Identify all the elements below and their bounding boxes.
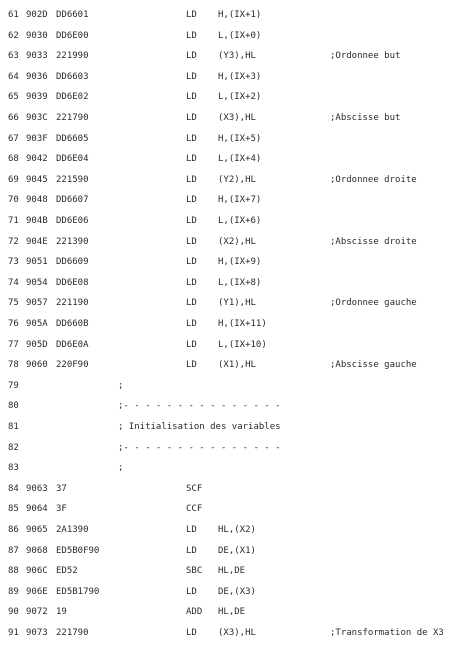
operand: (X3),HL	[218, 628, 256, 638]
listing-line	[0, 420, 471, 434]
address: 9060	[26, 360, 48, 370]
hex-bytes: 221390	[56, 237, 89, 247]
hex-bytes: ED5B1790	[56, 587, 100, 597]
hex-bytes: 221790	[56, 113, 89, 123]
line-number: 79	[8, 381, 19, 391]
line-number: 66	[8, 113, 19, 123]
mnemonic: LD	[186, 195, 197, 205]
listing-line	[0, 29, 471, 43]
address: 9065	[26, 525, 48, 535]
line-number: 71	[8, 216, 19, 226]
source-text: ;	[118, 381, 124, 391]
mnemonic: LD	[186, 360, 197, 370]
operand: HL,DE	[218, 566, 246, 576]
address: 9045	[26, 175, 48, 185]
address: 9063	[26, 484, 48, 494]
hex-bytes: 221190	[56, 298, 89, 308]
mnemonic: ADD	[186, 607, 203, 617]
hex-bytes: 221990	[56, 51, 89, 61]
line-number: 90	[8, 607, 19, 617]
listing-line	[0, 626, 471, 640]
address: 9042	[26, 154, 48, 164]
mnemonic: LD	[186, 278, 197, 288]
line-number: 83	[8, 463, 19, 473]
listing-line	[0, 379, 471, 393]
operand: DE,(X1)	[218, 546, 256, 556]
line-number: 73	[8, 257, 19, 267]
line-number: 65	[8, 92, 19, 102]
line-number: 88	[8, 566, 19, 576]
address: 9068	[26, 546, 48, 556]
listing-line	[0, 8, 471, 22]
comment: ;Abscisse but	[330, 113, 401, 123]
mnemonic: LD	[186, 340, 197, 350]
hex-bytes: DD6605	[56, 134, 89, 144]
listing-line	[0, 441, 471, 455]
listing-line	[0, 49, 471, 63]
listing-line	[0, 338, 471, 352]
operand: DE,(X3)	[218, 587, 256, 597]
source-text: ;- - - - - - - - - - - - - - -	[118, 401, 281, 411]
operand: L,(IX+6)	[218, 216, 262, 226]
mnemonic: LD	[186, 92, 197, 102]
mnemonic: LD	[186, 51, 197, 61]
operand: (X2),HL	[218, 237, 256, 247]
listing-line	[0, 605, 471, 619]
listing-line	[0, 296, 471, 310]
comment: ;Abscisse gauche	[330, 360, 417, 370]
mnemonic: LD	[186, 587, 197, 597]
hex-bytes: DD6E00	[56, 31, 89, 41]
comment: ;Ordonnee droite	[330, 175, 417, 185]
comment: ;Abscisse droite	[330, 237, 417, 247]
listing-line	[0, 193, 471, 207]
operand: L,(IX+10)	[218, 340, 267, 350]
line-number: 69	[8, 175, 19, 185]
mnemonic: LD	[186, 72, 197, 82]
listing-line	[0, 399, 471, 413]
address: 904E	[26, 237, 48, 247]
listing-line	[0, 70, 471, 84]
line-number: 91	[8, 628, 19, 638]
listing-line	[0, 255, 471, 269]
line-number: 77	[8, 340, 19, 350]
operand: HL,DE	[218, 607, 246, 617]
listing-line	[0, 214, 471, 228]
operand: (Y2),HL	[218, 175, 256, 185]
address: 9073	[26, 628, 48, 638]
listing-line	[0, 461, 471, 475]
address: 9051	[26, 257, 48, 267]
comment: ;Transformation de X3	[330, 628, 444, 638]
hex-bytes: DD660B	[56, 319, 89, 329]
hex-bytes: 37	[56, 484, 67, 494]
line-number: 89	[8, 587, 19, 597]
listing-line	[0, 502, 471, 516]
mnemonic: SCF	[186, 484, 203, 494]
operand: L,(IX+4)	[218, 154, 262, 164]
mnemonic: LD	[186, 298, 197, 308]
operand: (Y1),HL	[218, 298, 256, 308]
line-number: 61	[8, 10, 19, 20]
comment: ;Ordonnee gauche	[330, 298, 417, 308]
address: 9039	[26, 92, 48, 102]
mnemonic: CCF	[186, 504, 203, 514]
address: 9057	[26, 298, 48, 308]
line-number: 87	[8, 546, 19, 556]
address: 9036	[26, 72, 48, 82]
address: 906C	[26, 566, 48, 576]
listing-line	[0, 523, 471, 537]
listing-line	[0, 358, 471, 372]
address: 903C	[26, 113, 48, 123]
listing-line	[0, 276, 471, 290]
mnemonic: SBC	[186, 566, 203, 576]
listing-line	[0, 111, 471, 125]
mnemonic: LD	[186, 546, 197, 556]
hex-bytes: 2A1390	[56, 525, 89, 535]
listing-line	[0, 544, 471, 558]
line-number: 64	[8, 72, 19, 82]
mnemonic: LD	[186, 134, 197, 144]
listing-line	[0, 152, 471, 166]
operand: H,(IX+1)	[218, 10, 262, 20]
hex-bytes: DD6601	[56, 10, 89, 20]
listing-line	[0, 235, 471, 249]
operand: (Y3),HL	[218, 51, 256, 61]
listing-line	[0, 173, 471, 187]
mnemonic: LD	[186, 31, 197, 41]
operand: H,(IX+7)	[218, 195, 262, 205]
hex-bytes: DD6E06	[56, 216, 89, 226]
mnemonic: LD	[186, 628, 197, 638]
mnemonic: LD	[186, 154, 197, 164]
mnemonic: LD	[186, 10, 197, 20]
line-number: 74	[8, 278, 19, 288]
hex-bytes: DD6607	[56, 195, 89, 205]
line-number: 68	[8, 154, 19, 164]
listing-line	[0, 132, 471, 146]
hex-bytes: DD6E0A	[56, 340, 89, 350]
address: 902D	[26, 10, 48, 20]
listing-line	[0, 564, 471, 578]
line-number: 62	[8, 31, 19, 41]
line-number: 67	[8, 134, 19, 144]
address: 9033	[26, 51, 48, 61]
operand: (X3),HL	[218, 113, 256, 123]
address: 9072	[26, 607, 48, 617]
hex-bytes: DD6609	[56, 257, 89, 267]
address: 903F	[26, 134, 48, 144]
hex-bytes: ED5B0F90	[56, 546, 100, 556]
address: 904B	[26, 216, 48, 226]
address: 9054	[26, 278, 48, 288]
mnemonic: LD	[186, 113, 197, 123]
hex-bytes: DD6603	[56, 72, 89, 82]
comment: ;Ordonnee but	[330, 51, 401, 61]
line-number: 63	[8, 51, 19, 61]
listing-line	[0, 90, 471, 104]
mnemonic: LD	[186, 237, 197, 247]
mnemonic: LD	[186, 257, 197, 267]
address: 905A	[26, 319, 48, 329]
address: 905D	[26, 340, 48, 350]
hex-bytes: DD6E02	[56, 92, 89, 102]
operand: H,(IX+5)	[218, 134, 262, 144]
hex-bytes: 221590	[56, 175, 89, 185]
line-number: 85	[8, 504, 19, 514]
mnemonic: LD	[186, 216, 197, 226]
address: 9030	[26, 31, 48, 41]
line-number: 78	[8, 360, 19, 370]
operand: L,(IX+2)	[218, 92, 262, 102]
source-text: ;- - - - - - - - - - - - - - -	[118, 443, 281, 453]
source-text: ;	[118, 463, 124, 473]
hex-bytes: 3F	[56, 504, 67, 514]
operand: H,(IX+11)	[218, 319, 267, 329]
listing-line	[0, 585, 471, 599]
line-number: 75	[8, 298, 19, 308]
line-number: 80	[8, 401, 19, 411]
listing-line	[0, 317, 471, 331]
hex-bytes: 220F90	[56, 360, 89, 370]
mnemonic: LD	[186, 525, 197, 535]
line-number: 81	[8, 422, 19, 432]
listing-line	[0, 482, 471, 496]
mnemonic: LD	[186, 319, 197, 329]
operand: HL,(X2)	[218, 525, 256, 535]
address: 9048	[26, 195, 48, 205]
line-number: 72	[8, 237, 19, 247]
hex-bytes: 221790	[56, 628, 89, 638]
hex-bytes: ED52	[56, 566, 78, 576]
address: 906E	[26, 587, 48, 597]
operand: (X1),HL	[218, 360, 256, 370]
line-number: 86	[8, 525, 19, 535]
mnemonic: LD	[186, 175, 197, 185]
operand: L,(IX+0)	[218, 31, 262, 41]
source-text: ; Initialisation des variables	[118, 422, 281, 432]
operand: H,(IX+3)	[218, 72, 262, 82]
operand: H,(IX+9)	[218, 257, 262, 267]
hex-bytes: DD6E04	[56, 154, 89, 164]
line-number: 70	[8, 195, 19, 205]
operand: L,(IX+8)	[218, 278, 262, 288]
line-number: 84	[8, 484, 19, 494]
line-number: 76	[8, 319, 19, 329]
address: 9064	[26, 504, 48, 514]
line-number: 82	[8, 443, 19, 453]
hex-bytes: 19	[56, 607, 67, 617]
hex-bytes: DD6E08	[56, 278, 89, 288]
